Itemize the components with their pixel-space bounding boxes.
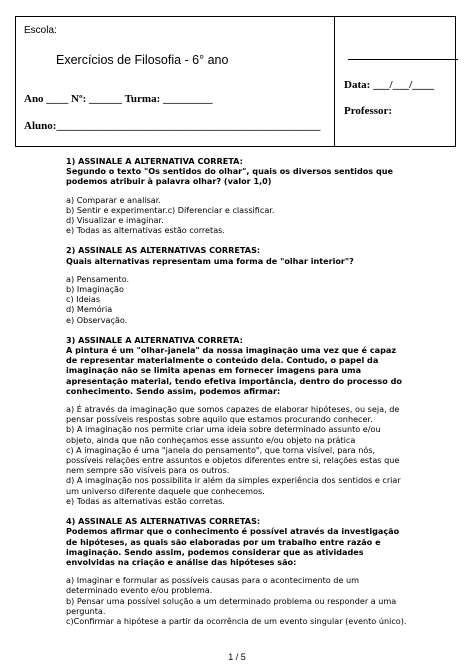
professor-label: Professor: xyxy=(344,105,393,117)
aluno-line: Aluno:________________________________________________ xyxy=(24,120,321,132)
option-item: b) A imaginação nos permite criar uma ideia sobre determinado assunto e/ou objeto, ainda que não conheçamos esse assunto e/ou objeto na prática xyxy=(66,424,381,445)
school-label: Escola: xyxy=(24,25,57,36)
question-title: 4) ASSINALE AS ALTERNATIVAS CORRETAS: xyxy=(66,516,261,527)
question-3 xyxy=(66,335,410,506)
question-2 xyxy=(66,245,410,324)
option-item: a) É através da imaginação que somos capazes de elaborar hipóteses, ou seja, de pensar possíveis respostas sobre aquilo que estamos procurando conhecer. xyxy=(66,404,400,425)
page-title: Exercícios de Filosofia - 6° ano xyxy=(56,53,229,67)
option-item: e) Todas as alternativas estão corretas. xyxy=(66,495,225,506)
header-box xyxy=(15,16,456,147)
question-body: A pintura é um "olhar-janela" da nossa imaginação uma vez que é capaz de representar materialmente o conteúdo dela. Contudo, o papel da imaginação não se limita apenas em fornecer imagens para uma apresentação material, tendo efetiva importância, dentro do processo do conhecimento. Sendo assim, podemos afirmar: xyxy=(66,345,402,396)
option-item: d) Visualizar e imaginar. xyxy=(66,215,164,226)
option-item: c)Confirmar a hipótese a partir da ocorrência de um evento singular (evento único). xyxy=(66,615,407,626)
option-item: a) Comparar e analisar. xyxy=(66,194,161,205)
question-title: 2) ASSINALE AS ALTERNATIVAS CORRETAS: xyxy=(66,245,261,256)
option-item: b) Imaginação xyxy=(66,284,124,295)
question-title: 3) ASSINALE A ALTERNATIVA CORRETA: xyxy=(66,334,243,345)
option-item: a) Imaginar e formular as possíveis causas para o acontecimento de um determinado evento e/ou problema. xyxy=(66,575,360,596)
header-divider xyxy=(334,17,335,146)
question-body: Segundo o texto "Os sentidos do olhar", quais os diversos sentidos que podemos atribuir à palavra olhar? (valor 1,0) xyxy=(66,166,393,187)
option-item: c) A imaginação é uma "janela do pensamento", que torna visível, para nós, possíveis relações entre assuntos e objetos diferentes entre si, relações estas que nem sempre são visíveis para os outros. xyxy=(66,444,400,476)
option-item: e) Todas as alternativas estão corretas. xyxy=(66,225,225,236)
question-body: Podemos afirmar que o conhecimento é possível através da investigação de hipóteses, as quais são elaboradas por um trabalho entre razão e imaginação. Sendo assim, podemos considerar que as atividades envolvidas na criação e análise das hipóteses são: xyxy=(66,526,400,567)
option-item: b) Sentir e experimentar.c) Diferenciar e classificar. xyxy=(66,204,275,215)
signature-line xyxy=(348,59,458,60)
option-item: d) A imaginação nos possibilita ir além da simples experiência dos sentidos e criar um universo diferente daquele que conhecemos. xyxy=(66,475,401,496)
option-item: b) Pensar uma possível solução a um determinado problema ou responder a uma pergunta. xyxy=(66,595,397,616)
option-item: c) Ideias xyxy=(66,294,101,305)
page-number: 1 / 5 xyxy=(228,652,246,662)
option-item: a) Pensamento. xyxy=(66,273,130,284)
ano-numero-turma-line: Ano ____ Nº: ______ Turma: _________ xyxy=(24,93,213,105)
date-line: Data: ___/___/____ xyxy=(344,79,435,91)
question-body: Quais alternativas representam uma forma de "olhar interior"? xyxy=(66,255,354,266)
option-item: d) Memória xyxy=(66,304,113,315)
question-4 xyxy=(66,516,410,626)
question-1 xyxy=(66,156,410,235)
option-item: e) Observação. xyxy=(66,314,128,325)
questions-content xyxy=(66,156,410,626)
question-title: 1) ASSINALE A ALTERNATIVA CORRETA: xyxy=(66,156,243,166)
